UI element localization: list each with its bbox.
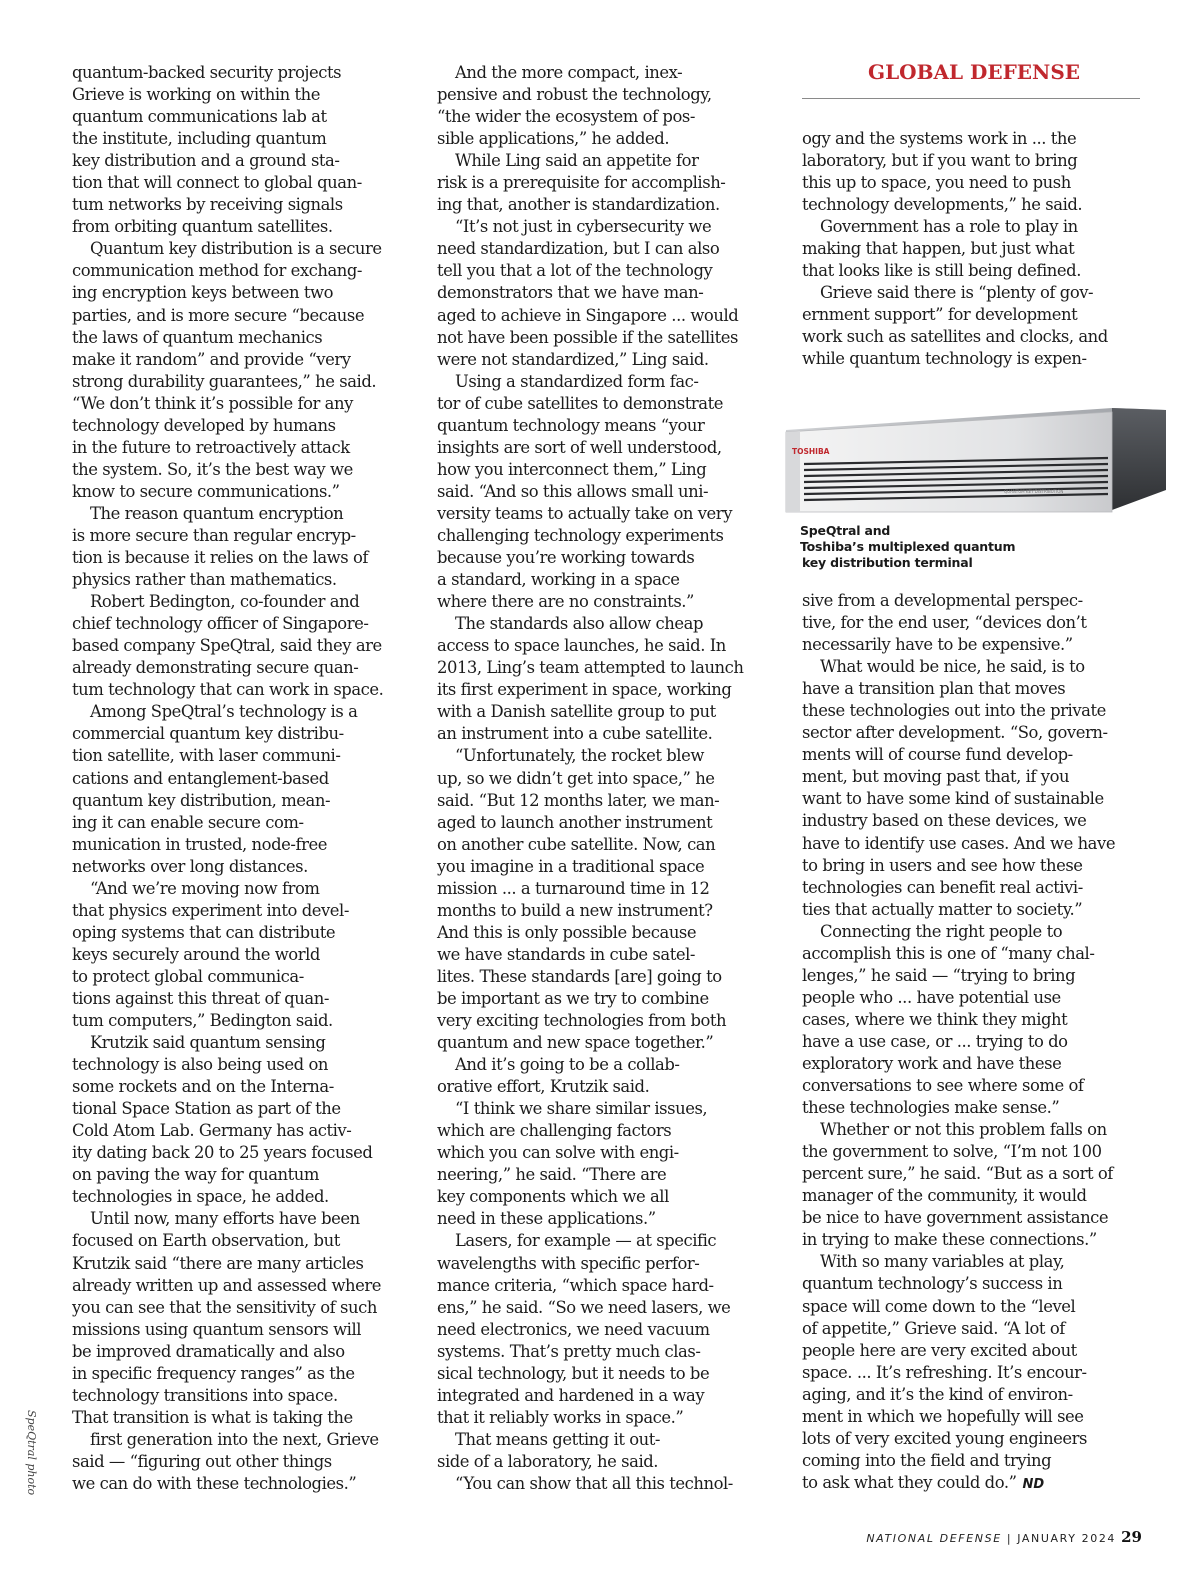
text-line: know to secure communications.” (72, 481, 340, 501)
text-line: accomplish this is one of “many chal- (802, 943, 1095, 963)
text-line: technologies in space, he added. (72, 1187, 329, 1207)
text-line: tion satellite, with laser communi- (72, 746, 341, 766)
text-line: in trying to make these connections.” (802, 1230, 1097, 1250)
text-line: be improved dramatically and also (72, 1341, 345, 1361)
text-line: cations and entanglement-based (72, 768, 329, 788)
text-line: while quantum technology is expen- (802, 349, 1087, 369)
text-line: With so many variables at play, (820, 1252, 1065, 1272)
text-line: oping systems that can distribute (72, 922, 336, 942)
text-line: commercial quantum key distribu- (72, 724, 344, 744)
text-line: “Unfortunately, the rocket blew (455, 746, 704, 766)
text-line: tum computers,” Bedington said. (72, 1011, 333, 1031)
text-line: its first experiment in space, working (437, 680, 732, 700)
text-line: integrated and hardened in a way (437, 1385, 705, 1405)
text-line: pensive and robust the technology, (437, 85, 712, 105)
text-line: ment in which we hopefully will see (802, 1406, 1084, 1426)
text-line: is more secure than regular encryp- (72, 525, 356, 545)
text-line: lites. These standards [are] going to (437, 966, 722, 986)
text-line: to protect global communica- (72, 966, 304, 986)
text-line: the institute, including quantum (72, 129, 327, 149)
text-line: Government has a role to play in (820, 217, 1078, 237)
text-line: That means getting it out- (455, 1429, 661, 1449)
text-line: aged to launch another instrument (437, 812, 713, 832)
text-line: want to have some kind of sustainable (802, 789, 1104, 809)
photo-credit (26, 1410, 42, 1520)
text-line: chief technology officer of Singapore- (72, 614, 369, 634)
text-line: “It’s not just in cybersecurity we (455, 217, 712, 237)
text-line: space will come down to the “level (802, 1296, 1076, 1316)
text-line: demonstrators that we have man- (437, 283, 704, 303)
text-line: tions against this threat of quan- (72, 988, 329, 1008)
text-line: already demonstrating secure quan- (72, 658, 359, 678)
text-line: which you can solve with engi- (437, 1143, 679, 1163)
text-line: Robert Bedington, co-founder and (90, 592, 360, 612)
text-line: systems. That’s pretty much clas- (437, 1341, 701, 1361)
text-line: technology developments,” he said. (802, 195, 1083, 215)
section-label: GLOBAL DEFENSE (868, 60, 1081, 84)
text-line: you imagine in a traditional space (437, 856, 705, 876)
text-line: mance criteria, “which space hard- (437, 1275, 714, 1295)
text-line: said — “figuring out other things (72, 1451, 332, 1471)
text-line: Connecting the right people to (820, 921, 1063, 941)
text-line: “I think we share similar issues, (455, 1099, 708, 1119)
text-line: 2013, Ling’s team attempted to launch (437, 658, 744, 678)
text-line: wavelengths with specific perfor- (437, 1253, 700, 1273)
text-line: on another cube satellite. Now, can (437, 834, 716, 854)
text-line: this up to space, you need to push (802, 173, 1071, 193)
text-line: And the more compact, inex- (455, 63, 683, 82)
text-line: communication method for exchang- (72, 261, 363, 281)
text-line: said. “And so this allows small uni- (437, 481, 709, 501)
text-line: ties that actually matter to society.” (802, 899, 1083, 919)
text-line: these technologies make sense.” (802, 1098, 1060, 1118)
text-line: some rockets and on the Interna- (72, 1077, 334, 1097)
text-line: aged to achieve in Singapore ... would (437, 305, 739, 325)
text-line: sector after development. “So, govern- (802, 723, 1108, 743)
text-line: were not standardized,” Ling said. (437, 349, 709, 369)
text-line: ity dating back 20 to 25 years focused (72, 1143, 373, 1163)
text-line: that physics experiment into devel- (72, 900, 349, 920)
text-line: Lasers, for example — at specific (455, 1231, 717, 1251)
text-line: where there are no constraints.” (437, 592, 694, 612)
text-line: insights are sort of well understood, (437, 437, 722, 457)
text-line: technology developed by humans (72, 415, 336, 435)
text-line: the system. So, it’s the best way we (72, 459, 353, 479)
publication-name: NATIONAL DEFENSE (866, 1532, 1002, 1545)
text-line: networks over long distances. (72, 856, 308, 876)
text-line: Grieve said there is “plenty of gov- (820, 283, 1094, 303)
text-line: tell you that a lot of the technology (437, 261, 713, 281)
text-line: have a use case, or ... trying to do (802, 1031, 1068, 1051)
text-line: from orbiting quantum satellites. (72, 217, 333, 237)
text-line: which are challenging factors (437, 1121, 672, 1141)
text-line: tor of cube satellites to demonstrate (437, 393, 723, 413)
text-line: how you interconnect them,” Ling (437, 459, 707, 479)
text-line: exploratory work and have these (802, 1053, 1062, 1073)
text-line: challenging technology experiments (437, 525, 724, 545)
text-line: lots of very excited young engineers (802, 1428, 1088, 1448)
text-line: key distribution and a ground sta- (72, 151, 340, 171)
text-line: the government to solve, “I’m not 100 (802, 1142, 1102, 1162)
text-line: lenges,” he said — “trying to bring (802, 965, 1076, 985)
text-line: Krutzik said quantum sensing (90, 1033, 326, 1053)
text-line: risk is a prerequisite for accomplish- (437, 173, 726, 193)
page-footer (866, 1528, 1142, 1546)
text-line: Whether or not this problem falls on (820, 1120, 1107, 1140)
text-line: sible applications,” he added. (437, 129, 670, 149)
issue-date: JANUARY 2024 (1017, 1532, 1117, 1545)
text-line: munication in trusted, node-free (72, 834, 327, 854)
text-line: quantum-backed security projects (72, 63, 342, 82)
section-rule (802, 98, 1140, 99)
text-line: missions using quantum sensors will (72, 1319, 362, 1339)
text-line: on paving the way for quantum (72, 1165, 319, 1185)
last-line-text: to ask what they could do.” (802, 1472, 1017, 1492)
article-column-2 (437, 62, 777, 1495)
text-line: orative effort, Krutzik said. (437, 1077, 650, 1097)
text-line: to bring in users and see how these (802, 855, 1083, 875)
text-line: quantum communications lab at (72, 107, 327, 127)
caption-line: SpeQtral and (800, 523, 891, 538)
text-line: tion that will connect to global quan- (72, 173, 362, 193)
terminal-panel-text: QUANTUM KEY DISTRIBUTION (1004, 489, 1064, 494)
text-line: ing that, another is standardization. (437, 195, 720, 215)
text-line: Using a standardized form fac- (455, 371, 699, 391)
text-line: Krutzik said “there are many articles (72, 1253, 364, 1273)
text-line: strong durability guarantees,” he said. (72, 371, 377, 391)
text-line: What would be nice, he said, is to (820, 657, 1085, 677)
text-line: quantum key distribution, mean- (72, 790, 331, 810)
photo-credit-text: SpeQtral photo (25, 1410, 38, 1496)
text-line: people here are very excited about (802, 1340, 1077, 1360)
text-line: make it random” and provide “very (72, 349, 351, 369)
quantum-terminal-photo (782, 400, 1170, 522)
text-line: Quantum key distribution is a secure (90, 239, 382, 259)
text-line: side of a laboratory, he said. (437, 1451, 659, 1471)
text-line: “the wider the ecosystem of pos- (437, 107, 695, 127)
end-mark: ND (1022, 1476, 1045, 1492)
text-line: ing encryption keys between two (72, 283, 334, 303)
text-line: ernment support” for development (802, 305, 1078, 325)
text-line (802, 1472, 1142, 1494)
text-line: tion is because it relies on the laws of (72, 548, 369, 568)
text-line: ment, but moving past that, if you (802, 767, 1070, 787)
text-line: “And we’re moving now from (90, 878, 320, 898)
text-line: industry based on these devices, we (802, 811, 1087, 831)
text-line: necessarily have to be expensive.” (802, 635, 1073, 655)
text-line: mission ... a turnaround time in 12 (437, 878, 710, 898)
text-line: laboratory, but if you want to bring (802, 151, 1078, 171)
text-line: a standard, working in a space (437, 570, 680, 590)
text-line: have a transition plan that moves (802, 679, 1066, 699)
text-line: months to build a new instrument? (437, 900, 713, 920)
text-line: sive from a developmental perspec- (802, 591, 1083, 610)
text-line: the laws of quantum mechanics (72, 327, 323, 347)
text-line: of appetite,” Grieve said. “A lot of (802, 1318, 1065, 1338)
text-line: ments will of course fund develop- (802, 745, 1073, 765)
text-line: While Ling said an appetite for (455, 151, 699, 171)
text-line: quantum technology means “your (437, 415, 705, 435)
caption-line: Toshiba’s multiplexed quantum (800, 539, 1016, 554)
text-line: quantum technology’s success in (802, 1274, 1063, 1294)
text-line: tum networks by receiving signals (72, 195, 343, 215)
text-line: Grieve is working on within the (72, 85, 321, 105)
text-line: tional Space Station as part of the (72, 1099, 341, 1119)
text-line: focused on Earth observation, but (72, 1231, 340, 1251)
text-line: have to identify use cases. And we have (802, 833, 1116, 853)
footer-separator: | (1006, 1532, 1013, 1545)
text-line: need in these applications.” (437, 1209, 656, 1229)
article-column-3-bottom (802, 590, 1142, 1494)
text-line: percent sure,” he said. “But as a sort of (802, 1164, 1113, 1184)
text-line: space. ... It’s refreshing. It’s encour- (802, 1362, 1087, 1382)
text-line: “We don’t think it’s possible for any (72, 393, 353, 413)
text-line: need standardization, but I can also (437, 239, 720, 259)
text-line: quantum and new space together.” (437, 1033, 714, 1053)
text-line: physics rather than mathematics. (72, 570, 337, 590)
text-line: Cold Atom Lab. Germany has activ- (72, 1121, 352, 1141)
text-line: an instrument into a cube satellite. (437, 724, 713, 744)
text-line: be important as we try to combine (437, 988, 709, 1008)
text-line: That transition is what is taking the (72, 1407, 353, 1427)
text-line: keys securely around the world (72, 944, 320, 964)
text-line: neering,” he said. “There are (437, 1165, 667, 1185)
text-line: versity teams to actually take on very (437, 503, 733, 523)
text-line: access to space launches, he said. In (437, 636, 726, 656)
text-line: need electronics, we need vacuum (437, 1319, 710, 1339)
text-line: up, so we didn’t get into space,” he (437, 768, 715, 788)
text-line: we can do with these technologies.” (72, 1474, 357, 1493)
text-line: in specific frequency ranges” as the (72, 1363, 355, 1383)
text-line: these technologies out into the private (802, 701, 1106, 721)
text-line: you can see that the sensitivity of such (72, 1297, 377, 1317)
text-line: parties, and is more secure “because (72, 305, 365, 325)
text-line: very exciting technologies from both (437, 1011, 727, 1031)
text-line: technology transitions into space. (72, 1385, 338, 1405)
text-line: already written up and assessed where (72, 1275, 382, 1295)
text-line: Among SpeQtral’s technology is a (90, 702, 358, 722)
article-column-1 (72, 62, 412, 1495)
text-line: technology is also being used on (72, 1055, 328, 1075)
page-number: 29 (1121, 1528, 1142, 1546)
text-line: that looks like is still being defined. (802, 261, 1081, 281)
text-line: technologies can benefit real activi- (802, 877, 1083, 897)
photo-caption (800, 523, 1015, 571)
text-line: work such as satellites and clocks, and (802, 327, 1108, 347)
text-line: tum technology that can work in space. (72, 680, 384, 700)
text-line: ing it can enable secure com- (72, 812, 304, 832)
text-line: that it reliably works in space.” (437, 1407, 684, 1427)
text-line: tive, for the end user, “devices don’t (802, 613, 1087, 633)
text-line: “You can show that all this technol- (455, 1474, 733, 1493)
text-line: because you’re working towards (437, 548, 695, 568)
text-line: manager of the community, it would (802, 1186, 1087, 1206)
text-line: The standards also allow cheap (455, 614, 704, 634)
text-line: conversations to see where some of (802, 1076, 1084, 1096)
text-line: key components which we all (437, 1187, 669, 1207)
text-line: Until now, many efforts have been (90, 1209, 360, 1229)
text-line: in the future to retroactively attack (72, 437, 350, 457)
text-line: be nice to have government assistance (802, 1208, 1109, 1228)
text-line: with a Danish satellite group to put (437, 702, 716, 722)
text-line: aging, and it’s the kind of environ- (802, 1384, 1073, 1404)
text-line: sical technology, but it needs to be (437, 1363, 710, 1383)
caption-line: key distribution terminal (802, 555, 973, 570)
text-line: ogy and the systems work in ... the (802, 129, 1077, 148)
text-line: said. “But 12 months later, we man- (437, 790, 720, 810)
text-line: based company SpeQtral, said they are (72, 636, 382, 656)
text-line: making that happen, but just what (802, 239, 1075, 259)
toshiba-brand-text: TOSHIBA (792, 447, 830, 456)
text-line: coming into the field and trying (802, 1450, 1052, 1470)
text-line: cases, where we think they might (802, 1009, 1068, 1029)
text-line: And this is only possible because (437, 922, 697, 942)
text-line: people who ... have potential use (802, 987, 1061, 1007)
text-line: we have standards in cube satel- (437, 944, 695, 964)
text-line: not have been possible if the satellites (437, 327, 738, 347)
article-column-3-top (802, 128, 1142, 371)
text-line: first generation into the next, Grieve (90, 1429, 379, 1449)
text-line: And it’s going to be a collab- (455, 1055, 680, 1075)
text-line: The reason quantum encryption (90, 503, 344, 523)
text-line: ens,” he said. “So we need lasers, we (437, 1297, 731, 1317)
